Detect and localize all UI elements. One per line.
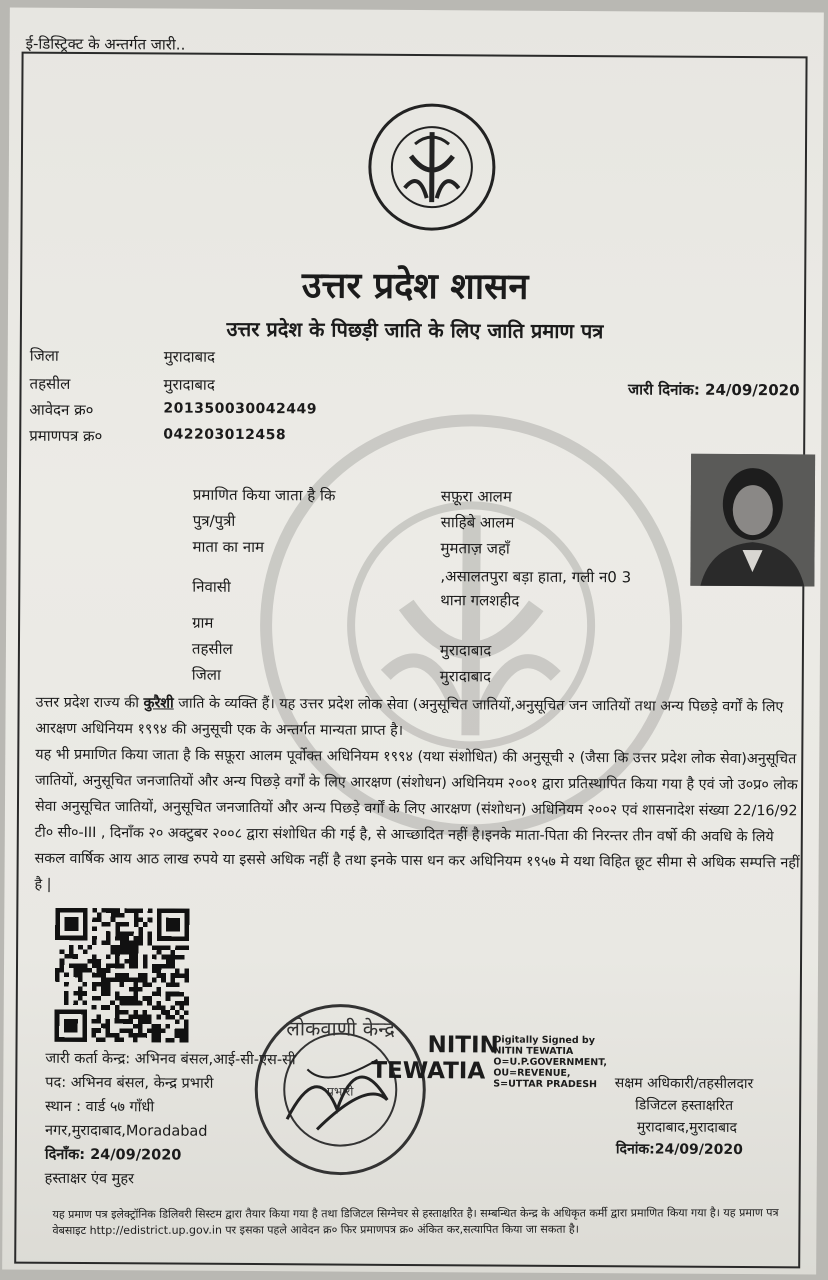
person-district-value: मुरादाबाद: [439, 667, 492, 686]
certificate-title: उत्तर प्रदेश शासन: [301, 265, 529, 308]
person-tehsil-value: मुरादाबाद: [439, 641, 492, 660]
digital-signature-name: [371, 1032, 499, 1085]
sig-detail-2: NITIN TEWATIA: [493, 1045, 574, 1057]
tehsil-value: मुरादाबाद: [163, 375, 215, 394]
applicant-photo: [690, 454, 815, 587]
district-label: जिला: [29, 346, 59, 365]
authority-date: दिनांक:24/09/2020: [615, 1141, 743, 1159]
digital-signature-details: [493, 1034, 607, 1090]
application-number: 201350030042449: [163, 400, 318, 418]
qr-code: [50, 908, 195, 1043]
certification-paragraph: यह भी प्रमाणित किया जाता है कि सफ़ूरा आलम पूर्वोक्त अधिनियम १९९४ (यथा संशोधित) की अनुसूची २ (जैसा कि उत्तर प्रदेश लोक सेवा)अनुसूचित जातियों, अनुसूचित जनजातियों और अन्य पिछड़े वर्गों के लिए आरक्षण (संशोधन) अधिनियम २००१ द्वारा प्रतिस्थापित किया गया है एवं जो उ०प्र० लोक सेवा अनुसूचित जातियों, अनुसूचित जनजातियों और अन्य पिछड़े वर्गों के लिए आरक्षण (संशोधन) अधिनियम २००२ एवं शासनादेश संख्या 22/16/92 टी० सी०-III , दिनाँक २० अक्टुबर २००८ द्वारा संशोधित की गई है, से आच्छादित नहीं है।इनके माता-पिता की निरन्तर तीन वर्षो की अवधि के लिये सकल वार्षिक आय आठ लाख रुपये या इससे अधिक नहीं है तथा इनके पास धन कर अधिनियम १९५७ मे यथा विहित छूट सीमा से अधिक सम्पत्ति नहीं है |: [34, 746, 800, 893]
issuer-sign-seal: हस्ताक्षर एंव मुहर: [44, 1170, 135, 1188]
resident-address-line1: ,असालतपुरा बड़ा हाता, गली न0 3: [440, 567, 632, 587]
issuer-post: पद: अभिनव बंसल, केन्द्र प्रभारी: [45, 1074, 214, 1092]
up-govt-emblem: [366, 100, 497, 235]
sig-detail-1: Digitally Signed by: [493, 1034, 595, 1047]
applicant-name: सफ़ूरा आलम: [440, 487, 512, 506]
resident-address-line2: थाना गलशहीद: [440, 591, 520, 610]
certificate-page: [2, 8, 824, 1275]
father-name: साहिबे आलम: [440, 513, 515, 532]
caste-paragraph-start: उत्तर प्रदेश राज्य की: [35, 694, 144, 712]
issue-date: जारी दिनांक: 24/09/2020: [627, 380, 800, 400]
person-district-label: जिला: [191, 665, 221, 684]
stamp-text: लोकवाणी केन्द्र: [286, 1016, 395, 1041]
certificate-subtitle: उत्तर प्रदेश के पिछड़ी जाति के लिए जाति प्रमाण पत्र: [226, 316, 604, 344]
footer-note: यह प्रमाण पत्र इलेक्ट्रॉनिक डिलिवरी सिस्टम द्वारा तैयार किया गया है तथा डिजिटल सिग्नेचर से हस्ताक्षरित है। सम्बन्धित केन्द्र के अधिकृत कर्मी द्वारा प्रमाणित किया गया है। यह प्रमाण पत्र वेबसाइट http://edistrict.up.gov.in पर इसका पहले आवेदन क्र० फिर प्रमाणपत्र क्र० अंकित कर,सत्यापित किया जा सकता है।: [52, 1206, 779, 1238]
sig-detail-4: OU=REVENUE,: [493, 1067, 571, 1079]
mother-name: मुमताज़ जहाँ: [440, 539, 510, 558]
issuer-place-1: स्थान : वार्ड ५७ गाँधी: [45, 1098, 155, 1116]
application-label: आवेदन क्र०: [29, 400, 94, 420]
issuer-center: जारी कर्ता केन्द्र: अभिनव बंसल,आई-सी-एस-सी: [45, 1050, 296, 1069]
sig-detail-3: O=U.P.GOVERNMENT,: [493, 1056, 608, 1069]
certified-label: प्रमाणित किया जाता है कि: [192, 485, 336, 505]
tehsil-label: तहसील: [29, 374, 71, 393]
issuer-place-2: नगर,मुरादाबाद,Moradabad: [44, 1122, 208, 1140]
authority-title: सक्षम अधिकारी/तहसीलदार: [614, 1075, 754, 1093]
header-note: ई-डिस्ट्रिक्ट के अन्तर्गत जारी..: [25, 34, 186, 54]
caste-paragraph-end: जाति के व्यक्ति हैं। यह उत्तर प्रदेश लोक सेवा (अनुसूचित जातियों,अनुसूचित जन जातियों तथा अन्य पिछड़े वर्गों के लिए आरक्षण अधिनियम १९९४ की अनुसूची एक के अन्तर्गत मान्यता प्राप्त है।: [35, 695, 784, 739]
child-of-label: पुत्र/पुत्री: [192, 511, 236, 530]
mother-label: माता का नाम: [192, 537, 265, 557]
stamp-inner-text: प्रभारी: [327, 1084, 354, 1099]
authority-digital: डिजिटल हस्ताक्षरित: [635, 1097, 734, 1114]
district-value: मुरादाबाद: [163, 347, 216, 366]
caste-name: कुरैशी: [143, 695, 174, 712]
authority-place: मुरादाबाद,मुरादाबाद: [636, 1119, 738, 1136]
caste-paragraph: [35, 690, 807, 747]
resident-label: निवासी: [192, 577, 231, 596]
person-tehsil-label: तहसील: [191, 639, 233, 658]
sig-detail-5: S=UTTAR PRADESH: [493, 1078, 598, 1091]
issuer-date: दिनाँक: 24/09/2020: [44, 1146, 182, 1164]
village-label: ग्राम: [192, 613, 214, 632]
center-seal-stamp: [247, 999, 434, 1180]
certificate-label: प्रमाणपत्र क्र०: [29, 426, 103, 446]
signer-name-line2: TEWATIA: [371, 1057, 486, 1085]
signer-name-line1: NITIN: [427, 1032, 499, 1059]
certificate-number: 042203012458: [163, 426, 287, 444]
